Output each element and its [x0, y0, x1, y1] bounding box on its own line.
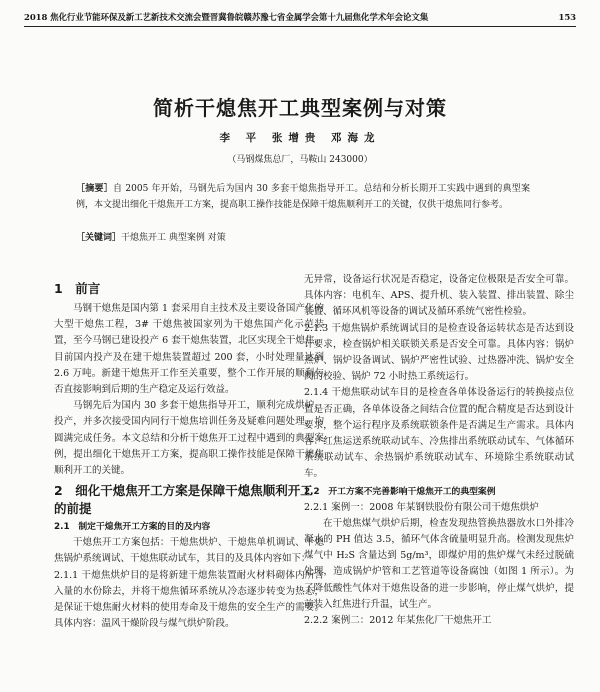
running-head-text: 2018 焦化行业节能环保及新工艺新技术交流会暨晋冀鲁皖赣苏豫七省金属学会第十九届焦化学术年会论文集 [24, 13, 429, 23]
keywords [76, 230, 530, 246]
abstract-label: ［摘要］ [76, 184, 114, 194]
subsection-2-1-heading: 2.1 制定干熄焦开工方案的目的及内容 [54, 522, 211, 533]
page-number: 153 [558, 13, 576, 23]
left-column [54, 272, 324, 682]
paragraph: 2.1.4 干熄焦联动试车目的是检查各单体设备运行的转换接点位置是否正确，各单体设备之间结合位置的配合精度是否达到设计要求，整个运行程序及系统联锁条件是否满足生产需求。具体内容：红焦运送系统联动试车、冷焦排出系统联动试车、气体循环系统联动试车、余热锅炉系统联动试车、环境除尘系统联动试车。 [304, 387, 574, 480]
paragraph: 2.1.3 干熄焦锅炉系统调试目的是检查设备运转状态是否达到设计要求，检查锅炉相关联锁关系是否安全可靠。具体内容：锅炉煮炉、锅炉设备调试、锅炉严密性试验、过热器冲洗、锅炉安全阀的校验、锅炉 72 小时热工系统运行。 [304, 322, 574, 383]
paper-title: 简析干熄焦开工典型案例与对策 [153, 96, 447, 120]
paragraph: 在干熄焦煤气烘炉后期，检查发现热管换热器放水口外排冷凝水的 PH 值达 3.5，循环气体含硫量明显升高。检测发现焦炉煤气中 H₂S 含量达到 5g/m³，即煤炉用的焦炉煤气未经过脱硫处理，造成锅炉炉管和工艺管道等设备腐蚀（如图 1 所示）。为了降低酸性气体对干熄焦设备的进一步影响，停止煤气烘炉，提前装入红焦进行升温，试生产。 [304, 517, 574, 610]
abstract [76, 181, 530, 213]
paragraph: 2.2.2 案例二：2012 年某焦化厂干熄焦开工 [304, 615, 492, 627]
running-head [24, 10, 576, 27]
paragraph: 马钢先后为国内 30 多套干熄焦指导开工，顺利完成烘炉、投产，并多次接受国内同行干熄焦培训任务及疑难问题处理，均圆满完成任务。本文总结和分析干熄焦开工过程中遇到的典型案例，提出细化干熄焦开工方案，提高职工操作技能是保障干熄焦顺利开工的关键。 [54, 400, 324, 477]
paragraph: 马钢干熄焦是国内第 1 套采用自主技术及主要设备国产化的大型干熄焦工程，3# 干熄焦被国家列为干熄焦国产化示范装置，至今马钢已建设投产 6 套干熄焦装置，北区实现全干熄焦。目前国内投产及在建干熄焦装置超过 200 套，小时处理量达到 2.6 万吨。新建干熄焦开工作至关重要，整个工作开展的顺利与否直接影响到后期的生产稳定及运行效益。 [54, 303, 324, 396]
section-1-heading: 1 前言 [54, 281, 101, 296]
paragraph: 2.2.1 案例一：2008 年某钢铁股份有限公司干熄焦烘炉 [304, 501, 539, 513]
keywords-label: ［关键词］ [76, 233, 122, 243]
keywords-text: 干熄焦开工 典型案例 对策 [121, 233, 226, 243]
paragraph: 无异常，设备运行状况是否稳定，设备定位极限是否安全可靠。具体内容：电机车、APS、提升机、装入装置、排出装置、除尘装置、循环风机等设备的调试及循环系统气密性检验。 [304, 274, 574, 318]
affiliation: （马钢煤焦总厂，马鞍山 243000） [227, 155, 373, 165]
subsection-2-2-heading: 2.2 开工方案不完善影响干熄焦开工的典型案例 [304, 486, 496, 497]
paragraph: 2.1.1 干熄焦烘炉目的是将新建干熄焦装置耐火材料砌体内所含入量的水份除去，并将干熄焦循环系统从冷态逐步转变为热态，是保证干熄焦耐火材料的使用寿命及干熄焦的安全生产的需要。具体内容：温风干燥阶段与煤气烘炉阶段。 [54, 569, 324, 630]
authors: 李 平 张增贵 邓海龙 [219, 132, 381, 144]
abstract-text: 自 2005 年开始，马钢先后为国内 30 多套干熄焦指导开工。总结和分析长期开工实践中遇到的典型案例，本文提出细化干熄焦开工方案，提高职工操作技能是保障干熄焦顺利开工的关键，仅供干熄焦同行参考。 [76, 184, 530, 210]
right-column [304, 272, 574, 682]
paragraph: 干熄焦开工方案包括：干熄焦烘炉、干熄焦单机调试、干熄焦锅炉系统调试、干熄焦联动试车，其目的及具体内容如下： [54, 537, 324, 565]
section-2-heading: 2 细化干熄焦开工方案是保障干熄焦顺利开工的前提 [54, 483, 313, 517]
